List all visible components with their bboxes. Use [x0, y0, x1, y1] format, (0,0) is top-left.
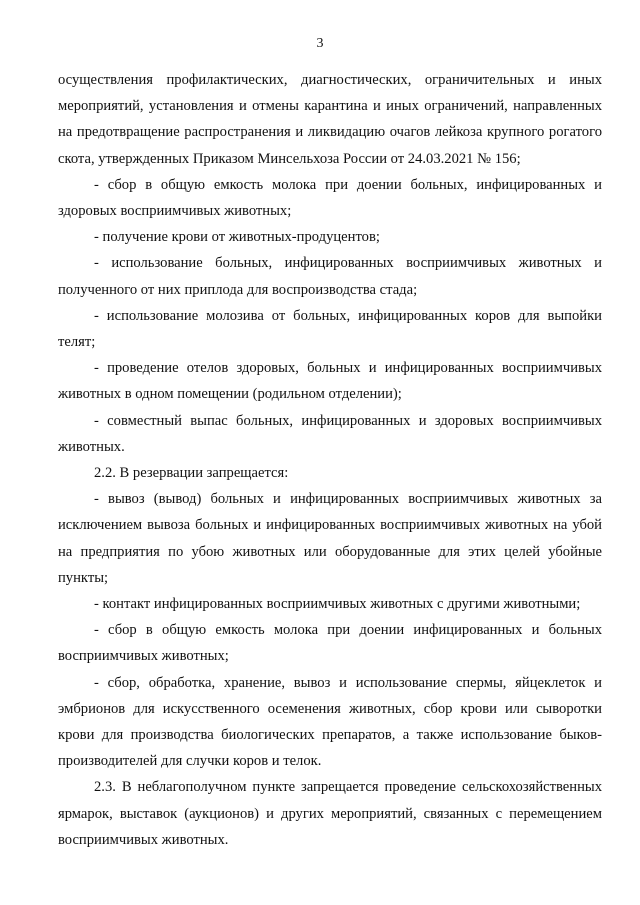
- document-body: [58, 67, 602, 853]
- paragraph: - проведение отелов здоровых, больных и инфицированных восприимчивых животных в одном помещении (родильном отделении);: [58, 360, 602, 403]
- paragraph: - сбор в общую емкость молока при доении больных, инфицированных и здоровых восприимчивых животных;: [58, 176, 602, 220]
- paragraph: - сбор в общую емкость молока при доении инфицированных и больных восприимчивых животных;: [58, 622, 602, 665]
- paragraph: - использование больных, инфицированных восприимчивых животных и полученного от них приплода для воспроизводства стада;: [58, 255, 602, 298]
- paragraph: 2.2. В резервации запрещается:: [94, 465, 289, 482]
- paragraph: - использование молозива от больных, инфицированных коров для выпойки телят;: [58, 307, 602, 351]
- paragraph: - контакт инфицированных восприимчивых животных с другими животными;: [94, 596, 581, 613]
- page-number: 3: [316, 36, 324, 51]
- paragraph: 2.3. В неблагополучном пункте запрещается проведение сельскохозяйственных ярмарок, выставок (аукционов) и других мероприятий, связанных с перемещением восприимчивых животных.: [58, 779, 602, 848]
- paragraph: - получение крови от животных-продуцентов;: [94, 229, 380, 246]
- paragraph: - вывоз (вывод) больных и инфицированных восприимчивых животных за исключением вывоза больных и инфицированных восприимчивых животных на убой на предприятия по убою животных или оборудованные для этих целей убойные пункты;: [58, 491, 602, 586]
- paragraph: - сбор, обработка, хранение, вывоз и использование спермы, яйцеклеток и эмбрионов для искусственного осеменения животных, сбор крови или сыворотки крови для производства биологических препаратов, а также использование быков-производителей для случки коров и телок.: [58, 674, 602, 770]
- paragraph: - совместный выпас больных, инфицированных и здоровых восприимчивых животных.: [58, 412, 602, 455]
- paragraph: осуществления профилактических, диагностических, ограничительных и иных мероприятий, установления и отмены карантина и иных ограничений, направленных на предотвращение распространения и ликвидацию очагов лейкоза крупного рогатого скота, утвержденных Приказом Минсельхоза России от 24.03.2021 № 156;: [58, 72, 602, 167]
